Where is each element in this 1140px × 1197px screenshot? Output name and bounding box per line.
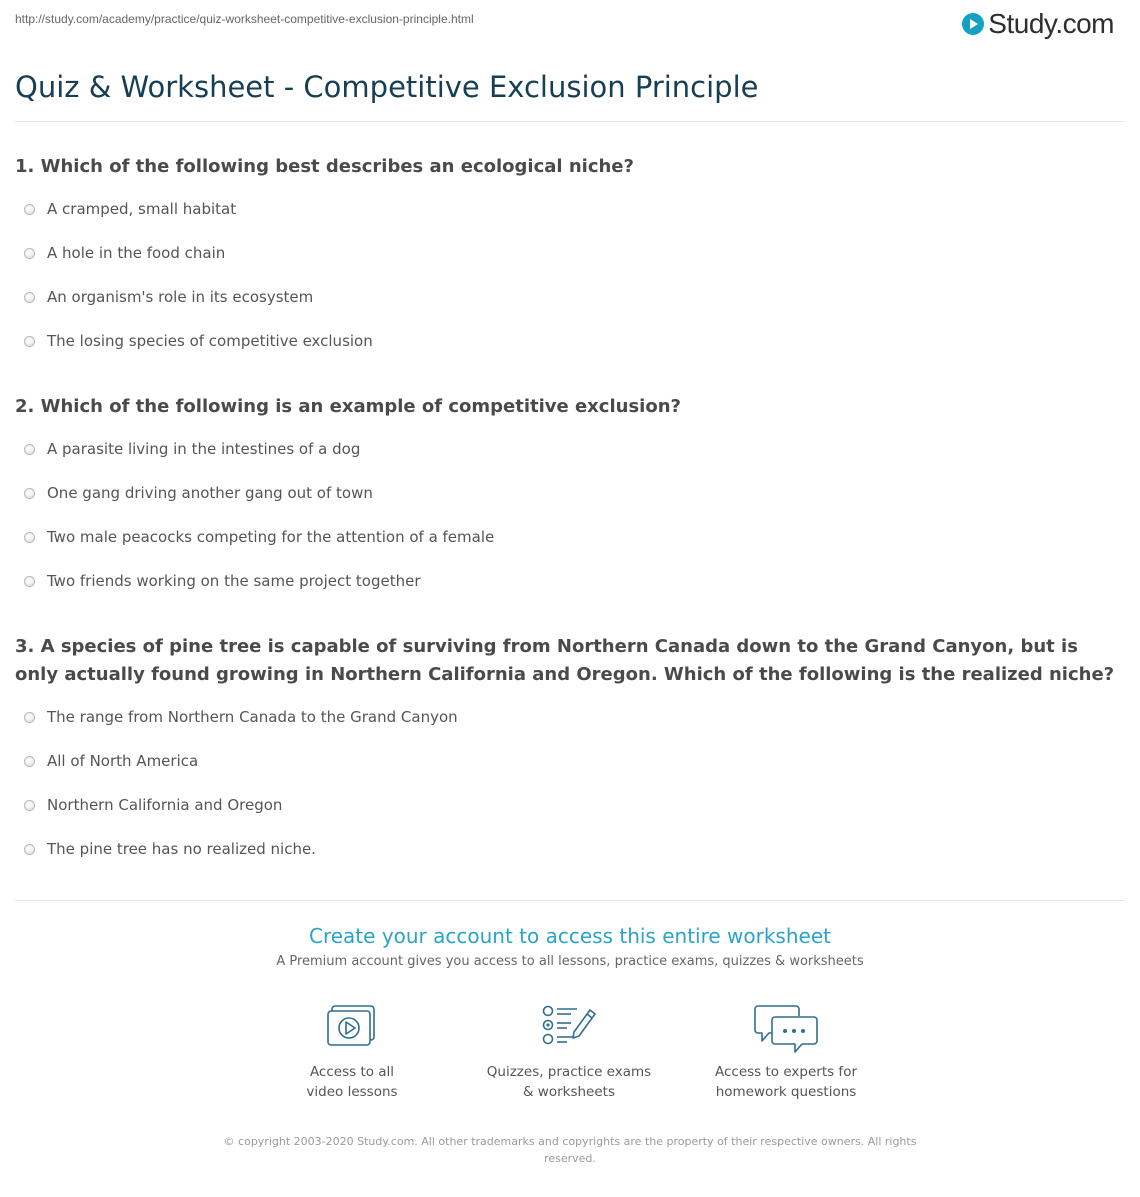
option-label: Two friends working on the same project together bbox=[47, 572, 421, 590]
radio-button[interactable] bbox=[24, 336, 35, 347]
quiz-checklist-icon bbox=[541, 1004, 597, 1048]
cta-subtitle: A Premium account gives you access to all lessons, practice exams, quizzes & worksheets bbox=[276, 954, 864, 969]
copyright-notice bbox=[210, 1133, 930, 1167]
radio-button[interactable] bbox=[24, 204, 35, 215]
option-label: One gang driving another gang out of town bbox=[47, 484, 373, 502]
radio-button[interactable] bbox=[24, 488, 35, 499]
logo-text: Study.com bbox=[988, 8, 1114, 39]
radio-button[interactable] bbox=[24, 444, 35, 455]
video-lessons-icon bbox=[326, 1004, 378, 1048]
option-label: A hole in the food chain bbox=[47, 244, 226, 262]
radio-button[interactable] bbox=[24, 756, 35, 767]
top-bar bbox=[0, 0, 1140, 56]
radio-button[interactable] bbox=[24, 844, 35, 855]
feature-video-lessons bbox=[252, 1004, 452, 1102]
question-2: 2. Which of the following is an example of competitive exclusion? bbox=[15, 396, 681, 417]
play-logo-icon bbox=[962, 13, 984, 35]
option-label: A parasite living in the intestines of a dog bbox=[47, 440, 361, 458]
question-2-option-4[interactable] bbox=[24, 572, 420, 590]
title-divider bbox=[15, 121, 1125, 122]
question-2-option-2[interactable] bbox=[24, 484, 373, 502]
study-logo[interactable] bbox=[962, 8, 1114, 40]
feature-label-line2: & worksheets bbox=[522, 1084, 615, 1100]
question-1-option-4[interactable] bbox=[24, 332, 373, 350]
radio-button[interactable] bbox=[24, 800, 35, 811]
question-3-option-2[interactable] bbox=[24, 752, 198, 770]
feature-label-line1: Access to all bbox=[309, 1064, 395, 1080]
question-3-option-4[interactable] bbox=[24, 840, 316, 858]
radio-button[interactable] bbox=[24, 712, 35, 723]
question-3-option-3[interactable] bbox=[24, 796, 282, 814]
cta-divider bbox=[15, 900, 1125, 901]
option-label: The pine tree has no realized niche. bbox=[47, 840, 316, 858]
radio-button[interactable] bbox=[24, 576, 35, 587]
radio-button[interactable] bbox=[24, 532, 35, 543]
option-label: Two male peacocks competing for the attention of a female bbox=[47, 528, 495, 546]
option-label: The losing species of competitive exclusion bbox=[47, 332, 373, 350]
feature-label-line2: homework questions bbox=[715, 1084, 857, 1100]
feature-label-line1: Access to experts for bbox=[714, 1064, 857, 1080]
feature-label-line2: video lessons bbox=[306, 1084, 398, 1100]
option-label: A cramped, small habitat bbox=[47, 200, 237, 218]
feature-quizzes bbox=[469, 1004, 669, 1102]
question-1-option-1[interactable] bbox=[24, 200, 236, 218]
create-account-link[interactable]: Create your account to access this entire worksheet bbox=[309, 924, 831, 948]
question-1: 1. Which of the following best describes an ecological niche? bbox=[15, 156, 634, 177]
question-3: 3. A species of pine tree is capable of surviving from Northern Canada down to the Grand Canyon, but is only actually found growing in Northern California and Oregon. Which of the following is the realized niche? bbox=[15, 636, 1115, 685]
option-label: Northern California and Oregon bbox=[47, 796, 283, 814]
page-title: Quiz & Worksheet - Competitive Exclusion Principle bbox=[15, 70, 759, 104]
question-3-option-1[interactable] bbox=[24, 708, 458, 726]
chat-bubbles-icon bbox=[754, 1004, 818, 1054]
page-url[interactable]: http://study.com/academy/practice/quiz-worksheet-competitive-exclusion-principle.html bbox=[15, 12, 474, 26]
option-label: An organism's role in its ecosystem bbox=[47, 288, 314, 306]
question-2-option-1[interactable] bbox=[24, 440, 360, 458]
feature-label-line1: Quizzes, practice exams bbox=[486, 1064, 652, 1080]
question-1-option-3[interactable] bbox=[24, 288, 313, 306]
option-label: The range from Northern Canada to the Grand Canyon bbox=[47, 708, 458, 726]
copyright-line2: reserved. bbox=[544, 1152, 596, 1165]
radio-button[interactable] bbox=[24, 292, 35, 303]
feature-experts bbox=[686, 1004, 886, 1102]
question-1-option-2[interactable] bbox=[24, 244, 225, 262]
question-2-option-3[interactable] bbox=[24, 528, 494, 546]
option-label: All of North America bbox=[47, 752, 199, 770]
radio-button[interactable] bbox=[24, 248, 35, 259]
copyright-line1: © copyright 2003-2020 Study.com. All other trademarks and copyrights are the property of their respective owners. All rights bbox=[223, 1135, 917, 1148]
